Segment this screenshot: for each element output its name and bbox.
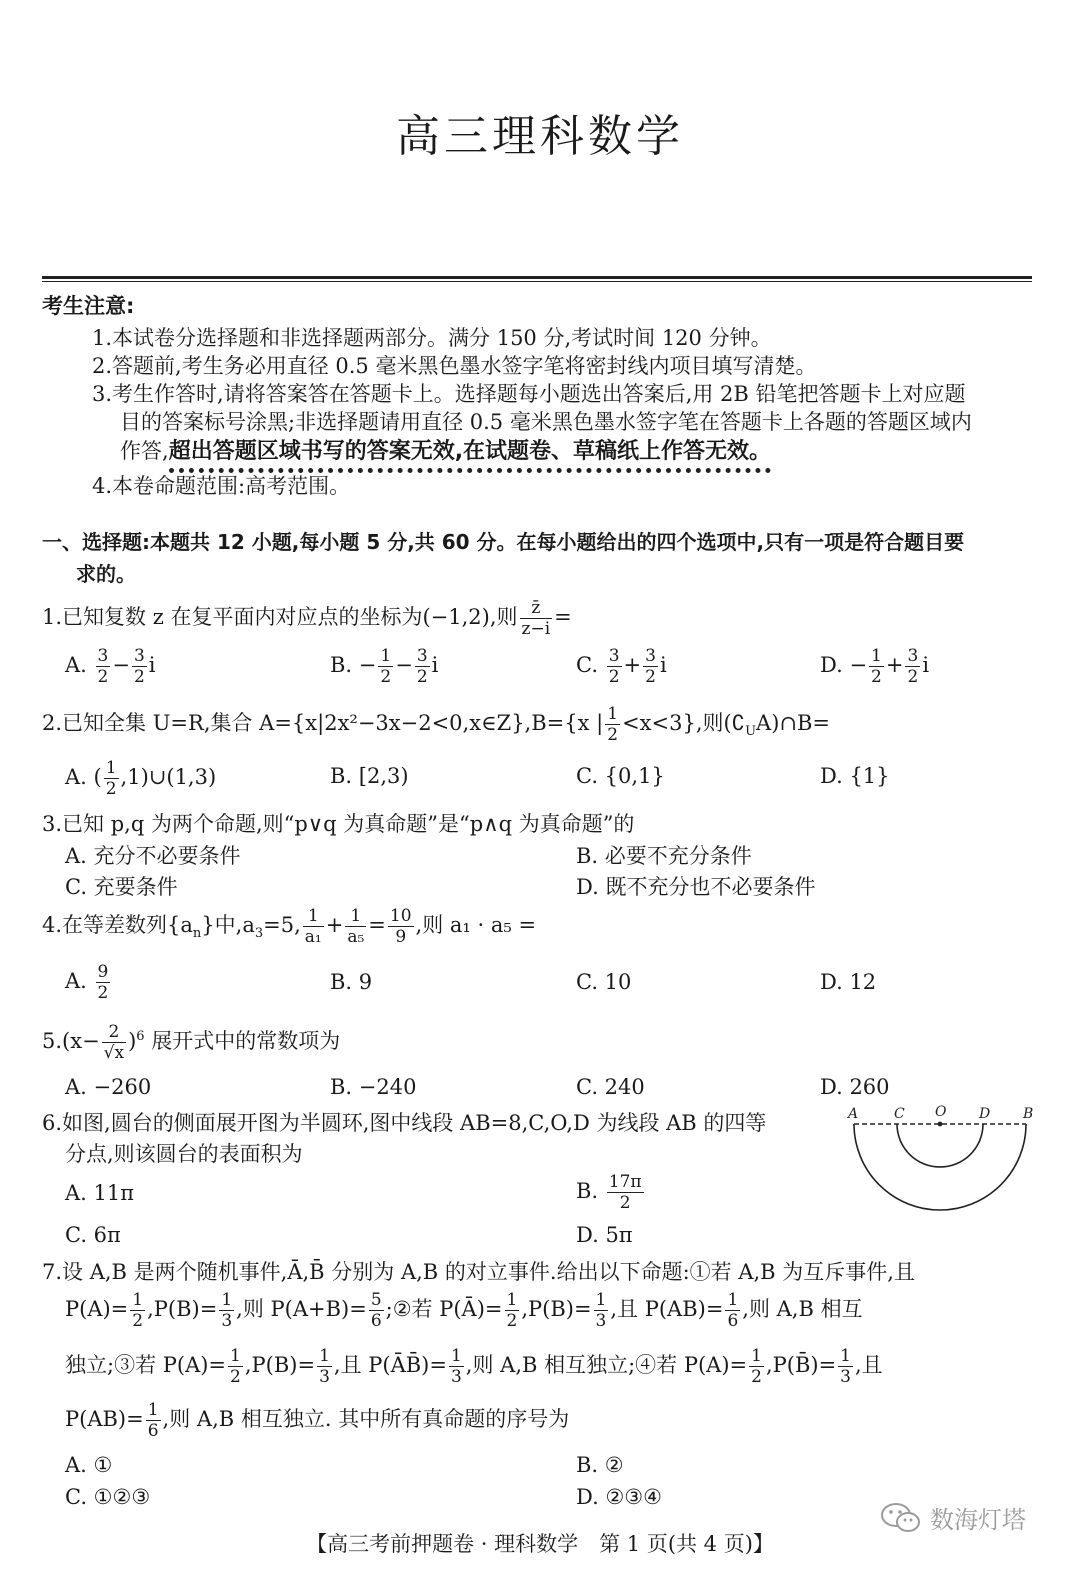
frac-num: 3 [608, 646, 620, 666]
op: + [325, 913, 344, 937]
divider-thick [42, 276, 1032, 279]
q5-option-a[interactable]: A. −260 [65, 1075, 152, 1099]
option-text: A. ( [65, 765, 102, 789]
section-heading: 一、选择题:本题共 12 小题,每小题 5 分,共 60 分。在每小题给出的四个选项中,只有一项是符合题目要 [42, 530, 965, 554]
frac-den: 9 [395, 927, 407, 947]
frac-den: 2 [132, 1311, 144, 1331]
q3-option-a[interactable]: A. 充分不必要条件 [65, 844, 241, 868]
text: ,P(B)= [147, 1297, 218, 1321]
frac-den: 2 [416, 667, 428, 687]
label-a: A [848, 1106, 859, 1122]
frac-den: 2 [608, 667, 620, 687]
text: P(AB)= [65, 1407, 144, 1431]
q4-stem-end: ,则 a₁ · a₅ = [415, 913, 537, 937]
frac-num: 1 [319, 1346, 330, 1366]
notice-item-3-cont: 目的答案标号涂黑;非选择题请用直径 0.5 毫米黑色墨水签字笔在答题卡上各题的答题区域内 [120, 410, 972, 434]
op: − [112, 653, 130, 677]
frac-num: 1 [380, 646, 392, 666]
q7-option-c[interactable]: C. ①②③ [65, 1485, 151, 1509]
q5-stem: 5.(x− [42, 1029, 100, 1053]
q1-option-d[interactable] [820, 646, 929, 687]
question-2 [42, 704, 830, 745]
q2-stem-end: A)∩B= [756, 711, 831, 735]
q2-subscript: U [745, 724, 757, 740]
question-7-line-2 [65, 1290, 863, 1331]
text: ,且 P(ĀB̄)= [333, 1353, 447, 1377]
frac-den: 6 [727, 1311, 739, 1331]
frac-num: 9 [97, 962, 109, 982]
notice-item-3: 3.考生作答时,请将答案答在答题卡上。选择题每小题选出答案后,用 2B 铅笔把答题卡上对应题 [92, 382, 966, 406]
page-footer: 【高三考前押题卷 · 理科数学 第 1 页(共 4 页)】 [306, 1532, 774, 1556]
q2-stem: 2.已知全集 U=R,集合 A={x|2x²−3x−2<0,x∈Z},B= [42, 711, 565, 735]
frac-num: 1 [303, 906, 324, 927]
frac-num: 1 [450, 1346, 462, 1366]
text: ,则 A,B 相互 [742, 1297, 863, 1321]
q6-option-a[interactable]: A. 11π [65, 1181, 135, 1205]
imag-unit: i [659, 653, 667, 677]
frac-num: 1 [871, 646, 882, 666]
text: ,则 A,B 相互独立;④若 P(A)= [465, 1353, 748, 1377]
q1-frac-num: z̄ [520, 598, 553, 619]
q2-option-b[interactable]: B. [2,3) [330, 764, 409, 788]
section-heading-cont: 求的。 [76, 562, 136, 586]
frac-den: 2 [105, 779, 117, 799]
question-4 [42, 906, 536, 947]
text: ,且 [855, 1353, 883, 1377]
frac-den: 2 [619, 1193, 631, 1213]
q1-frac-den: z−i [521, 619, 551, 639]
frac-num: 3 [416, 646, 428, 666]
question-7-line-4 [65, 1400, 569, 1441]
q2-option-a[interactable] [65, 758, 216, 799]
option-letter: D. − [820, 653, 868, 677]
question-7-line-3 [65, 1346, 883, 1387]
question-6: 6.如图,圆台的侧面展开图为半圆环,图中线段 AB=8,C,O,D 为线段 AB 的四等 [42, 1111, 767, 1135]
op: = [368, 913, 386, 937]
q2-set-b-open: {x | [564, 711, 604, 735]
frac-den: 2 [506, 1311, 518, 1331]
subscript: 3 [254, 926, 264, 942]
q3-option-d[interactable]: D. 既不充分也不必要条件 [576, 875, 816, 899]
notice-item-3-end [120, 434, 771, 465]
q2-option-d[interactable]: D. {1} [820, 764, 890, 788]
frac-num: 1 [105, 758, 117, 778]
q3-option-b[interactable]: B. 必要不充分条件 [576, 844, 752, 868]
imag-unit: i [431, 653, 439, 677]
frac-den: √x [103, 1043, 125, 1063]
frac-num: 1 [230, 1346, 241, 1366]
q7-option-d[interactable]: D. ②③④ [576, 1485, 662, 1509]
frac-den: 3 [319, 1367, 330, 1387]
frac-num: 3 [97, 646, 109, 666]
frac-num: 1 [506, 1290, 518, 1310]
frac-den: 3 [840, 1367, 851, 1387]
frac-den: 6 [370, 1311, 382, 1331]
q1-stem: 1.已知复数 z 在复平面内对应点的坐标为(−1,2),则 [42, 605, 518, 629]
text: ,P(B)= [521, 1297, 592, 1321]
q5-option-d[interactable]: D. 260 [820, 1075, 890, 1099]
label-o: O [935, 1104, 947, 1120]
exponent: 6 [136, 1029, 145, 1044]
frac-den: 2 [907, 667, 919, 687]
q6-option-c[interactable]: C. 6π [65, 1223, 121, 1247]
question-5 [42, 1022, 340, 1063]
notice-emphasis: 超出答题区域书写的答案无效,在试题卷、草稿纸上作答无效。 [169, 439, 771, 473]
option-text: ,1)∪(1,3) [120, 765, 217, 789]
question-7: 7.设 A,B 是两个随机事件,Ā,B̄ 分别为 A,B 的对立事件.给出以下命题:①若 A,B 为互斥事件,且 [42, 1260, 915, 1284]
frac-num: 1 [727, 1290, 739, 1310]
point-o [938, 1122, 943, 1127]
frac-num: 1 [147, 1400, 159, 1420]
frac-den: a₅ [347, 927, 365, 947]
frac-den: 2 [645, 667, 656, 687]
q1-option-b[interactable] [330, 646, 438, 687]
notice-heading: 考生注意: [42, 294, 135, 318]
frac-den: 3 [595, 1311, 607, 1331]
q5-paren: ) [128, 1029, 137, 1053]
frac-den: 2 [97, 667, 109, 687]
frac-num: 10 [389, 906, 412, 926]
q7-option-b[interactable]: B. ② [576, 1453, 624, 1477]
text: ,P(B̄)= [765, 1353, 837, 1377]
frac-num: 1 [840, 1346, 851, 1366]
watermark-text: 数海灯塔 [930, 1506, 1026, 1534]
notice-item-1: 1.本试卷分选择题和非选择题两部分。满分 150 分,考试时间 120 分钟。 [92, 326, 772, 350]
q4-option-c[interactable]: C. 10 [576, 970, 632, 994]
op: + [885, 653, 904, 677]
frac-num: 17π [608, 1172, 642, 1192]
label-c: C [894, 1106, 905, 1122]
q4-option-a[interactable] [65, 962, 112, 1003]
notice-item-3-prefix: 作答, [120, 439, 169, 463]
frac-num: 1 [607, 704, 619, 724]
frac-den: a₁ [304, 927, 322, 947]
option-letter: A. [65, 653, 87, 677]
text: ,P(B)= [244, 1353, 316, 1377]
frac-den: 2 [607, 725, 619, 745]
label-d: D [979, 1106, 991, 1122]
question-6-cont: 分点,则该圆台的表面积为 [65, 1142, 303, 1166]
q4-stem: 4.在等差数列{a [42, 913, 193, 937]
option-letter: A. [65, 969, 87, 993]
frac-num: 1 [595, 1290, 607, 1310]
subscript: n [192, 926, 202, 942]
q4-option-d[interactable]: D. 12 [820, 970, 877, 994]
notice-item-2: 2.答题前,考生务必用直径 0.5 毫米黑色墨水签字笔将密封线内项目填写清楚。 [92, 354, 817, 378]
q4-stem: =5, [263, 913, 301, 937]
frac-den: 2 [230, 1367, 241, 1387]
text: 独立;③若 P(A)= [65, 1353, 227, 1377]
frac-den: 2 [380, 667, 392, 687]
text: ;②若 P(Ā)= [385, 1297, 503, 1321]
frac-num: 2 [102, 1022, 126, 1043]
question-1 [42, 598, 572, 639]
q6-option-d[interactable]: D. 5π [576, 1223, 633, 1247]
frac-num: 3 [133, 646, 145, 666]
q1-option-c[interactable] [576, 646, 667, 687]
op: + [623, 653, 642, 677]
frac-den: 2 [871, 667, 882, 687]
divider-thin [42, 281, 1032, 282]
q6-option-b[interactable] [576, 1172, 646, 1213]
text: P(A)= [65, 1297, 129, 1321]
frac-den: 2 [133, 667, 145, 687]
option-letter: C. [576, 653, 598, 677]
text: ,则 P(A+B)= [236, 1297, 367, 1321]
frac-num: 3 [907, 646, 919, 666]
text: ,则 A,B 相互独立. 其中所有真命题的序号为 [162, 1407, 570, 1431]
frac-den: 6 [147, 1421, 159, 1441]
frac-num: 3 [645, 646, 656, 666]
frac-den: 3 [221, 1311, 233, 1331]
question-3: 3.已知 p,q 为两个命题,则“p∨q 为真命题”是“p∧q 为真命题”的 [42, 812, 635, 836]
option-letter: B. [576, 1179, 599, 1203]
frac-den: 3 [450, 1367, 462, 1387]
frac-num: 1 [751, 1346, 762, 1366]
q1-equals: = [554, 605, 572, 629]
imag-unit: i [922, 653, 930, 677]
option-letter: B. − [330, 653, 377, 677]
frac-num: 1 [132, 1290, 144, 1310]
inner-arc [897, 1124, 983, 1167]
op: − [395, 653, 413, 677]
half-annulus-figure [840, 1100, 1040, 1216]
frac-num: 1 [345, 906, 366, 927]
q3-option-c[interactable]: C. 充要条件 [65, 875, 178, 899]
frac-num: 5 [370, 1290, 382, 1310]
q5-option-c[interactable]: C. 240 [576, 1075, 645, 1099]
label-b: B [1023, 1106, 1034, 1122]
notice-item-4: 4.本卷命题范围:高考范围。 [92, 474, 351, 498]
q4-option-b[interactable]: B. 9 [330, 970, 373, 994]
page-title: 高三理科数学 [396, 111, 684, 162]
text: ,且 P(AB)= [610, 1297, 724, 1321]
q2-option-c[interactable]: C. {0,1} [576, 764, 665, 788]
q1-option-a[interactable] [65, 646, 156, 687]
imag-unit: i [148, 653, 156, 677]
q5-stem-end: 展开式中的常数项为 [144, 1029, 341, 1053]
q2-stem-cont: <x<3},则(∁ [622, 711, 746, 735]
q7-option-a[interactable]: A. ① [65, 1453, 113, 1477]
q4-stem: }中,a [201, 913, 255, 937]
q5-option-b[interactable]: B. −240 [330, 1075, 417, 1099]
frac-num: 1 [221, 1290, 233, 1310]
frac-den: 2 [751, 1367, 762, 1387]
frac-den: 2 [97, 983, 109, 1003]
